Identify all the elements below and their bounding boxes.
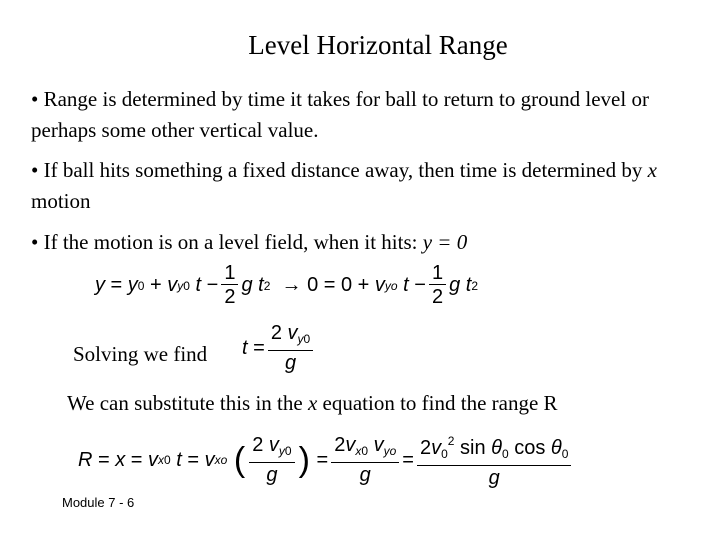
- bullet-range-definition: • Range is determined by time it takes for ball to return to ground level or perhaps some other vertical value.: [31, 87, 649, 142]
- y-zero-condition: y = 0: [422, 230, 468, 254]
- time-equation: t = $\frac{2 v_{y0}}{g}$: [242, 322, 316, 375]
- bullet-level-field: [31, 227, 681, 258]
- x-variable: x: [647, 158, 657, 182]
- bullet-fixed-distance-text: • If ball hits something a fixed distance away, then time is determined by: [31, 158, 648, 182]
- slide-title: Level Horizontal Range: [248, 30, 508, 60]
- vertical-motion-equation: y = y 0 + v y0 t − $\frac{1}{2}$ g t 2 → 0 = 0 + v yo t − $\frac{1}{2}$ g t 2: [95, 262, 479, 308]
- substitute-sentence: [67, 391, 558, 416]
- bullet-fixed-distance: [31, 155, 681, 217]
- bullet-fixed-distance-tail: motion: [31, 189, 91, 213]
- solving-label: Solving we find: [73, 342, 208, 366]
- x-variable: x: [307, 391, 318, 415]
- substitute-text: We can substitute this in the: [67, 391, 308, 415]
- slide-footer: Module 7 - 6: [62, 495, 135, 510]
- substitute-tail: equation to find the range R: [317, 391, 558, 415]
- range-equation: R = x = v x0 t = v xo ( $\frac{2 v_{y0}}{g}$ ) = $\frac{2v_{x0} v_{yo}}{g}$ = $\frac{2v_0^2 \sin \theta_0 \cos \theta_0}{g}$: [78, 430, 574, 490]
- bullet-level-field-text: • If the motion is on a level field, when it hits:: [31, 230, 423, 254]
